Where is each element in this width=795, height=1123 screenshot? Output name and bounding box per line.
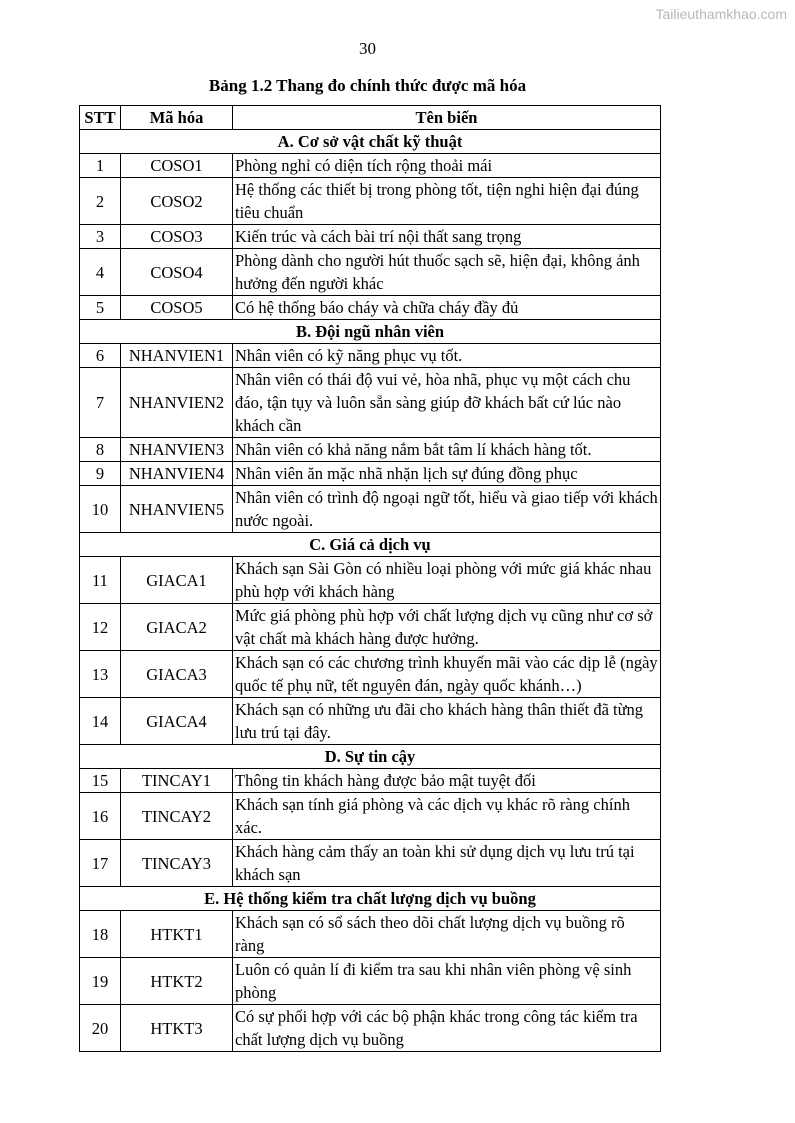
coding-scale-table [79,105,661,1052]
table-row [80,225,661,249]
cell-code: NHANVIEN2 [121,368,233,438]
table-row [80,604,661,651]
cell-stt: 10 [80,486,121,533]
cell-stt: 4 [80,249,121,296]
cell-code: GIACA3 [121,651,233,698]
section-title: D. Sự tin cậy [80,745,661,769]
table-row [80,840,661,887]
table-row [80,344,661,368]
table-row [80,249,661,296]
section-row [80,533,661,557]
cell-stt: 11 [80,557,121,604]
cell-variable-name: Khách hàng cảm thấy an toàn khi sử dụng dịch vụ lưu trú tại khách sạn [233,840,661,887]
cell-code: TINCAY1 [121,769,233,793]
cell-code: HTKT3 [121,1005,233,1052]
table-body [80,130,661,1052]
cell-code: HTKT2 [121,958,233,1005]
cell-variable-name: Nhân viên ăn mặc nhã nhặn lịch sự đúng đồng phục [233,462,661,486]
cell-code: GIACA4 [121,698,233,745]
table-row [80,1005,661,1052]
table-row [80,698,661,745]
cell-code: GIACA2 [121,604,233,651]
table-row [80,178,661,225]
table-header-row [80,106,661,130]
section-title: E. Hệ thống kiểm tra chất lượng dịch vụ buồng [80,887,661,911]
cell-stt: 15 [80,769,121,793]
cell-stt: 5 [80,296,121,320]
cell-code: TINCAY2 [121,793,233,840]
cell-variable-name: Khách sạn có các chương trình khuyến mãi vào các dịp lễ (ngày quốc tế phụ nữ, tết nguyên đán, ngày quốc khánh…) [233,651,661,698]
table-row [80,154,661,178]
cell-variable-name: Khách sạn có những ưu đãi cho khách hàng thân thiết đã từng lưu trú tại đây. [233,698,661,745]
section-row [80,130,661,154]
cell-variable-name: Có hệ thống báo cháy và chữa cháy đầy đủ [233,296,661,320]
cell-variable-name: Thông tin khách hàng được bảo mật tuyệt đối [233,769,661,793]
cell-code: NHANVIEN1 [121,344,233,368]
cell-stt: 9 [80,462,121,486]
cell-variable-name: Có sự phối hợp với các bộ phận khác trong công tác kiểm tra chất lượng dịch vụ buồng [233,1005,661,1052]
header-variable-name: Tên biến [233,106,661,130]
cell-code: GIACA1 [121,557,233,604]
table-row [80,486,661,533]
cell-stt: 20 [80,1005,121,1052]
cell-stt: 16 [80,793,121,840]
cell-variable-name: Khách sạn Sài Gòn có nhiều loại phòng với mức giá khác nhau phù hợp với khách hàng [233,557,661,604]
cell-stt: 18 [80,911,121,958]
cell-stt: 17 [80,840,121,887]
cell-stt: 14 [80,698,121,745]
cell-stt: 12 [80,604,121,651]
cell-code: COSO5 [121,296,233,320]
cell-code: COSO1 [121,154,233,178]
cell-code: TINCAY3 [121,840,233,887]
table-row [80,911,661,958]
cell-variable-name: Phòng dành cho người hút thuốc sạch sẽ, hiện đại, không ảnh hưởng đến người khác [233,249,661,296]
table-caption: Bảng 1.2 Thang đo chính thức được mã hóa [208,76,527,95]
cell-variable-name: Khách sạn tính giá phòng và các dịch vụ khác rõ ràng chính xác. [233,793,661,840]
cell-variable-name: Nhân viên có khả năng nắm bắt tâm lí khách hàng tốt. [233,438,661,462]
cell-stt: 1 [80,154,121,178]
table-row [80,651,661,698]
cell-code: NHANVIEN3 [121,438,233,462]
cell-stt: 13 [80,651,121,698]
cell-stt: 3 [80,225,121,249]
cell-code: HTKT1 [121,911,233,958]
section-row [80,887,661,911]
cell-variable-name: Luôn có quản lí đi kiểm tra sau khi nhân viên phòng vệ sinh phòng [233,958,661,1005]
table-row [80,368,661,438]
cell-variable-name: Nhân viên có kỹ năng phục vụ tốt. [233,344,661,368]
cell-variable-name: Nhân viên có thái độ vui vẻ, hòa nhã, phục vụ một cách chu đáo, tận tụy và luôn sẵn sàng giúp đỡ khách bất cứ lúc nào khách cần [233,368,661,438]
section-row [80,320,661,344]
header-stt: STT [80,106,121,130]
section-title: C. Giá cả dịch vụ [80,533,661,557]
header-code: Mã hóa [121,106,233,130]
cell-variable-name: Phòng nghỉ có diện tích rộng thoải mái [233,154,661,178]
cell-variable-name: Hệ thống các thiết bị trong phòng tốt, tiện nghi hiện đại đúng tiêu chuẩn [233,178,661,225]
page-number: 30 [359,39,376,58]
cell-stt: 19 [80,958,121,1005]
cell-code: COSO4 [121,249,233,296]
cell-stt: 2 [80,178,121,225]
table-row [80,557,661,604]
watermark: Tailieuthamkhao.com [655,6,787,22]
section-row [80,745,661,769]
cell-stt: 8 [80,438,121,462]
cell-code: COSO2 [121,178,233,225]
cell-variable-name: Nhân viên có trình độ ngoại ngữ tốt, hiểu và giao tiếp với khách nước ngoài. [233,486,661,533]
section-title: B. Đội ngũ nhân viên [80,320,661,344]
cell-stt: 7 [80,368,121,438]
table-row [80,296,661,320]
table-row [80,462,661,486]
cell-code: NHANVIEN4 [121,462,233,486]
table-row [80,438,661,462]
cell-variable-name: Khách sạn có sổ sách theo dõi chất lượng dịch vụ buồng rõ ràng [233,911,661,958]
section-title: A. Cơ sở vật chất kỹ thuật [80,130,661,154]
cell-variable-name: Kiến trúc và cách bài trí nội thất sang trọng [233,225,661,249]
table-row [80,769,661,793]
cell-code: COSO3 [121,225,233,249]
table-row [80,958,661,1005]
table-row [80,793,661,840]
cell-stt: 6 [80,344,121,368]
cell-code: NHANVIEN5 [121,486,233,533]
cell-variable-name: Mức giá phòng phù hợp với chất lượng dịch vụ cũng như cơ sở vật chất mà khách hàng được hưởng. [233,604,661,651]
